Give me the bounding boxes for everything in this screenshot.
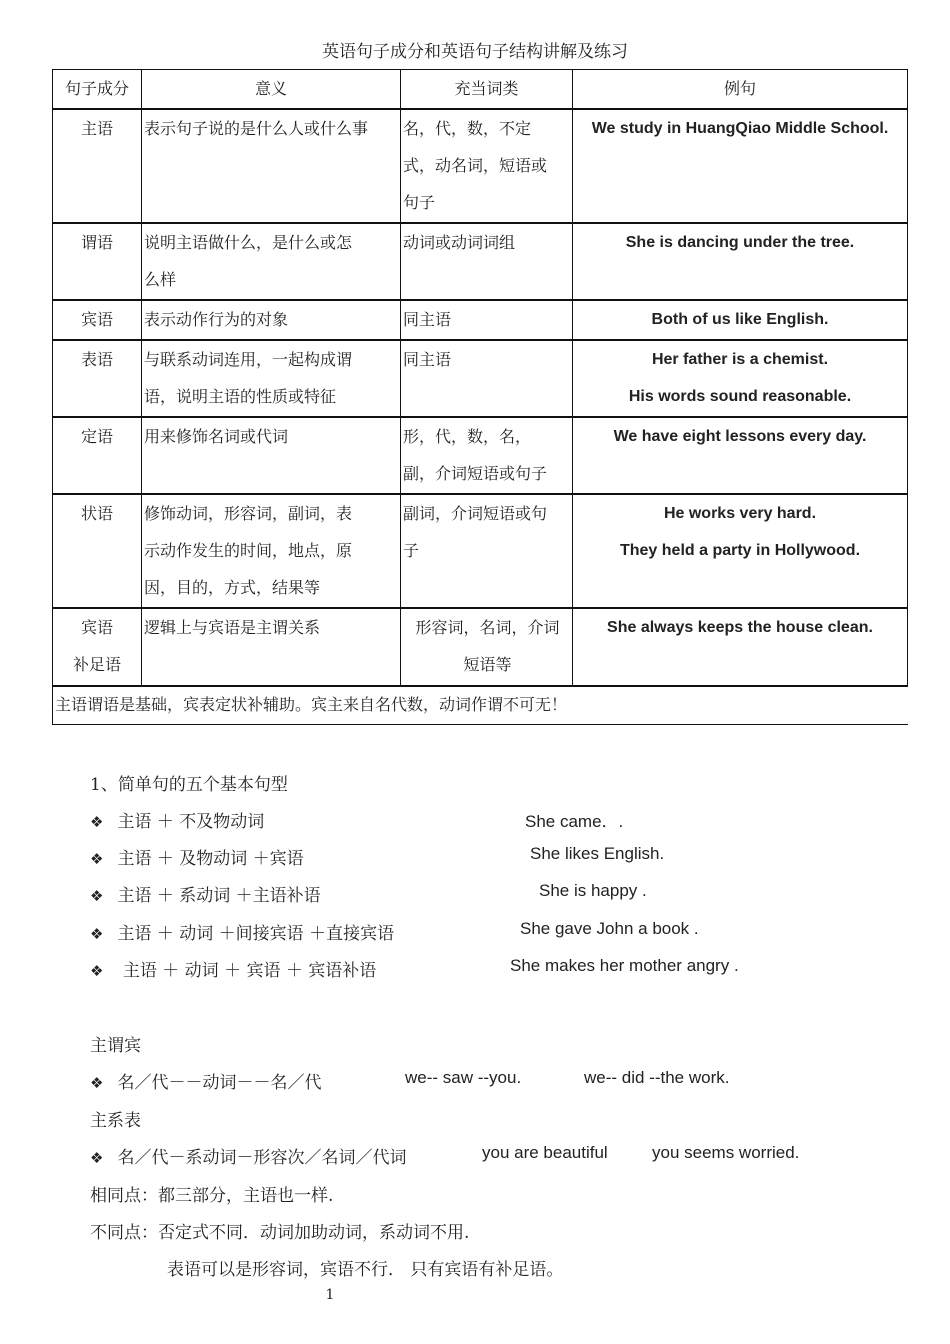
- pattern-example: She came．.: [525, 812, 624, 831]
- bullet-icon: ❖: [90, 925, 104, 943]
- pattern-text: 主语 ＋ 系动词 ＋主语补语: [117, 886, 321, 906]
- table-row: [53, 340, 908, 417]
- cell-part: 主语: [53, 109, 142, 223]
- pattern-row: [90, 956, 376, 981]
- section1-heading: 1、简单句的五个基本句型: [90, 775, 288, 795]
- svo-pattern: 名／代－－动词－－名／代: [117, 1073, 322, 1093]
- cell-part: 定语: [53, 417, 142, 494]
- pattern-text: 主语 ＋ 不及物动词: [117, 812, 265, 832]
- cell-example: She is dancing under the tree.: [573, 223, 908, 300]
- pattern-row: [90, 881, 321, 906]
- cell-example: She always keeps the house clean.: [573, 608, 908, 686]
- svo-example-2: we-- did --the work.: [584, 1068, 730, 1087]
- pattern-row: [90, 807, 264, 832]
- cell-meaning: 表示句子说的是什么人或什么事: [142, 109, 401, 223]
- cell-example: Her father is a chemist. His words sound reasonable.: [573, 340, 908, 417]
- pattern-text: 主语 ＋ 动词 ＋ 宾语 ＋ 宾语补语: [117, 961, 377, 981]
- cell-example: We study in HuangQiao Middle School.: [573, 109, 908, 223]
- slp-example-2: you seems worried.: [652, 1143, 800, 1162]
- cell-words: 副词，介词短语或句 子: [401, 494, 573, 608]
- svo-row: [90, 1068, 321, 1093]
- cell-part: 谓语: [53, 223, 142, 300]
- slp-example-1: you are beautiful: [482, 1143, 608, 1162]
- cell-meaning: 与联系动词连用，一起构成谓 语，说明主语的性质或特征: [142, 340, 401, 417]
- bullet-icon: ❖: [90, 962, 104, 980]
- cell-words: 同主语: [401, 340, 573, 417]
- difference-note-2: 表语可以是形容词，宾语不行． 只有宾语有补足语。: [167, 1260, 564, 1280]
- sentence-components-table: [52, 69, 908, 725]
- cell-meaning: 修饰动词，形容词，副词，表 示动作发生的时间，地点，原 因，目的，方式，结果等: [142, 494, 401, 608]
- cell-words: 名，代，数，不定 式，动名词，短语或 句子: [401, 109, 573, 223]
- header-meaning: 意义: [142, 70, 401, 110]
- table-header-row: [53, 70, 908, 110]
- cell-words: 形容词，名词，介词 短语等: [401, 608, 573, 686]
- pattern-text: 主语 ＋ 动词 ＋间接宾语 ＋直接宾语: [117, 924, 395, 944]
- slp-heading: 主系表: [90, 1111, 141, 1131]
- cell-meaning: 说明主语做什么，是什么或怎 么样: [142, 223, 401, 300]
- cell-example: We have eight lessons every day.: [573, 417, 908, 494]
- pattern-example: She gave John a book .: [520, 919, 699, 938]
- table-row: [53, 494, 908, 608]
- svo-example-1: we-- saw --you.: [405, 1068, 522, 1087]
- pattern-text: 主语 ＋ 及物动词 ＋宾语: [117, 849, 304, 869]
- header-words: 充当词类: [401, 70, 573, 110]
- cell-words: 同主语: [401, 300, 573, 340]
- pattern-example: She likes English.: [530, 844, 665, 863]
- table-row: [53, 417, 908, 494]
- cell-words: 动词或动词词组: [401, 223, 573, 300]
- similarity-note: 相同点：都三部分，主语也一样.: [90, 1186, 334, 1206]
- slp-pattern: 名／代－系动词－形容次／名词／代词: [117, 1148, 407, 1168]
- header-example: 例句: [573, 70, 908, 110]
- cell-meaning: 用来修饰名词或代词: [142, 417, 401, 494]
- svo-heading: 主谓宾: [90, 1036, 141, 1056]
- page-number: 1: [325, 1287, 335, 1303]
- table-row: [53, 223, 908, 300]
- page-title: 英语句子成分和英语句子结构讲解及练习: [322, 42, 628, 62]
- pattern-row: [90, 919, 394, 944]
- bullet-icon: ❖: [90, 1074, 104, 1092]
- difference-note: 不同点：否定式不同．动词加助动词，系动词不用.: [90, 1223, 470, 1243]
- cell-words: 形，代，数，名， 副，介词短语或句子: [401, 417, 573, 494]
- table-row: [53, 109, 908, 223]
- header-part: 句子成分: [53, 70, 142, 110]
- table-row: [53, 300, 908, 340]
- slp-row: [90, 1143, 406, 1168]
- cell-part: 宾语: [53, 300, 142, 340]
- mnemonic-footer: 主语谓语是基础，宾表定状补辅助。宾主来自名代数，动词作谓不可无！: [53, 686, 908, 724]
- cell-part: 宾语 补足语: [53, 608, 142, 686]
- table-footer-row: [53, 686, 908, 724]
- table-row: [53, 608, 908, 686]
- cell-meaning: 表示动作行为的对象: [142, 300, 401, 340]
- bullet-icon: ❖: [90, 887, 104, 905]
- cell-example: Both of us like English.: [573, 300, 908, 340]
- cell-part: 状语: [53, 494, 142, 608]
- bullet-icon: ❖: [90, 1149, 104, 1167]
- pattern-row: [90, 844, 304, 869]
- pattern-example: She makes her mother angry .: [510, 956, 739, 975]
- pattern-example: She is happy .: [539, 881, 647, 900]
- cell-meaning: 逻辑上与宾语是主谓关系: [142, 608, 401, 686]
- cell-part: 表语: [53, 340, 142, 417]
- bullet-icon: ❖: [90, 850, 104, 868]
- bullet-icon: ❖: [90, 813, 104, 831]
- cell-example: He works very hard. They held a party in Hollywood.: [573, 494, 908, 608]
